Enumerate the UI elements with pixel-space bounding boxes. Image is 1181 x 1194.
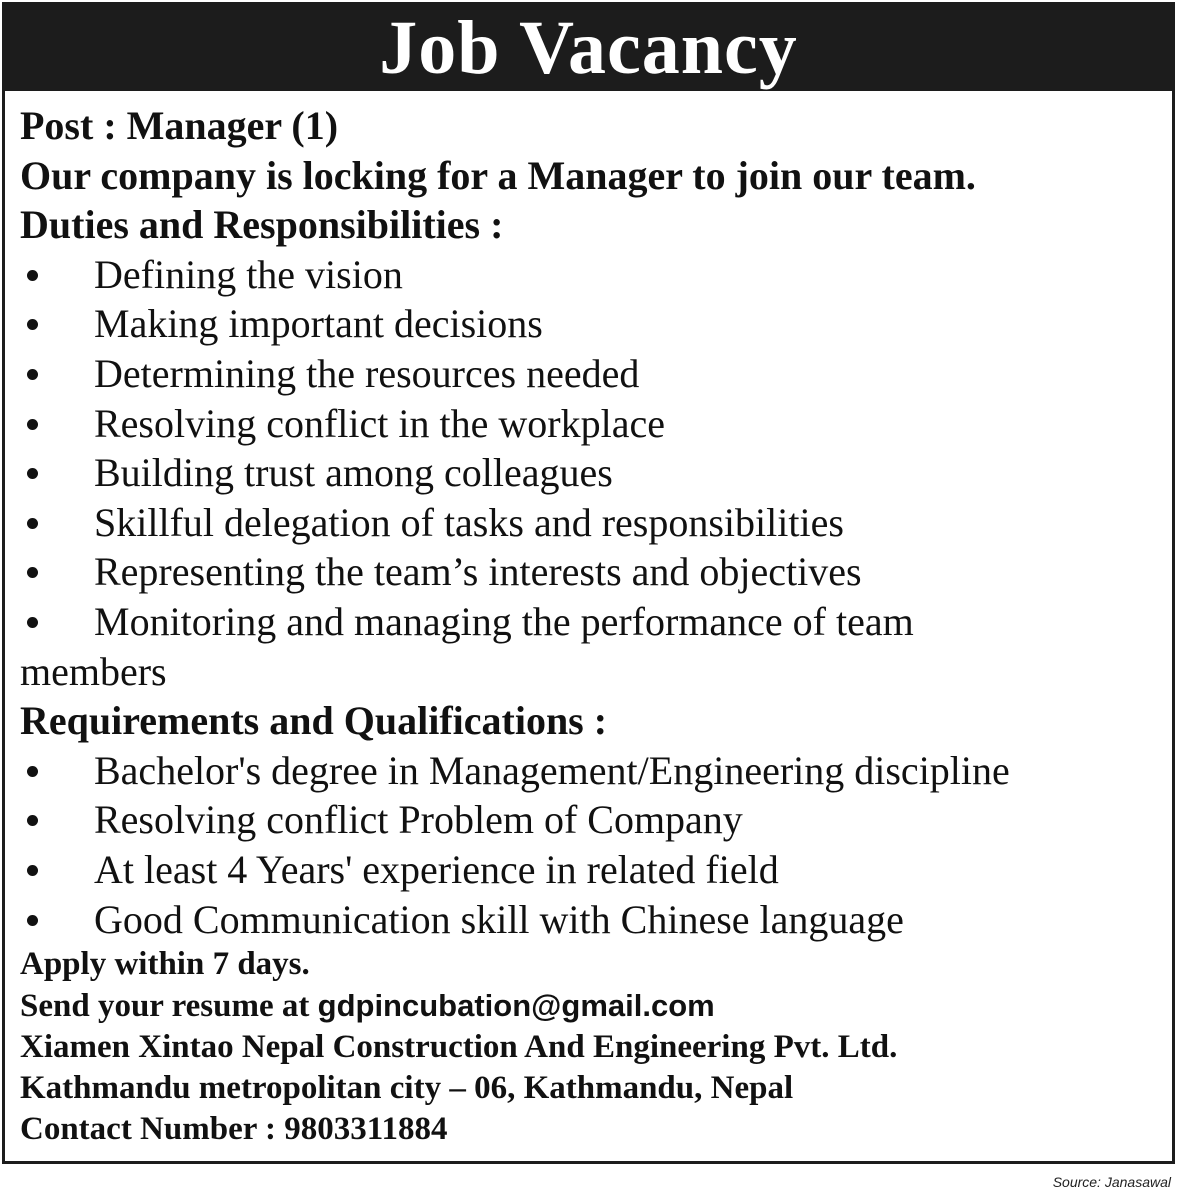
duty-text-continuation: members [20,648,167,694]
contact-block [20,944,1172,1150]
duty-item [20,349,1172,399]
bullet-icon [27,766,38,777]
ad-title: Job Vacancy [379,6,798,90]
apply-deadline: Apply within 7 days. [20,946,310,983]
requirement-text: Good Communication skill with Chinese language [94,896,904,942]
requirement-item [20,845,1172,895]
requirement-item [20,895,1172,945]
duty-item [20,547,1172,597]
duty-item [20,399,1172,449]
duties-heading: Duties and Responsibilities : [20,202,504,248]
company-address: Kathmandu metropolitan city – 06, Kathmandu, Nepal [20,1070,794,1107]
title-banner [5,5,1172,91]
duty-text: Building trust among colleagues [94,450,613,496]
duty-text: Determining the resources needed [94,350,640,396]
requirement-item [20,746,1172,796]
bullet-icon [27,865,38,876]
bullet-icon [27,915,38,926]
bullet-icon [27,369,38,380]
requirements-heading: Requirements and Qualifications : [20,698,608,744]
email-link[interactable]: gdpincubation@gmail.com [317,988,715,1024]
duty-text: Representing the team’s interests and objectives [94,549,862,595]
bullet-icon [27,815,38,826]
duty-item [20,299,1172,349]
source-credit: Source: Janasawal [1052,1174,1171,1190]
job-vacancy-ad [2,2,1175,1164]
duty-text: Monitoring and managing the performance of team [94,598,914,644]
bullet-icon [27,419,38,430]
company-name: Xiamen Xintao Nepal Construction And Engineering Pvt. Ltd. [20,1029,898,1066]
duty-item [20,250,1172,300]
requirement-text: At least 4 Years' experience in related field [94,846,779,892]
resume-prefix: Send your resume at [20,988,318,1025]
resume-line [20,985,1172,1027]
contact-number: Contact Number : 9803311884 [20,1111,448,1148]
duty-item [20,498,1172,548]
requirement-text: Resolving conflict Problem of Company [94,797,743,843]
bullet-icon [27,468,38,479]
duty-text: Defining the vision [94,251,403,297]
intro-line: Our company is locking for a Manager to join our team. [20,152,976,198]
duty-text: Resolving conflict in the workplace [94,400,665,446]
duty-item [20,448,1172,498]
post-line: Post : Manager (1) [20,103,339,148]
duty-text: Making important decisions [94,301,543,347]
bullet-icon [27,567,38,578]
duty-text: Skillful delegation of tasks and responsibilities [94,499,844,545]
bullet-icon [27,617,38,628]
bullet-icon [27,319,38,330]
requirement-text: Bachelor's degree in Management/Engineering discipline [94,747,1010,793]
bullet-icon [27,518,38,529]
requirement-item [20,795,1172,845]
duty-item [20,597,1172,696]
ad-content [5,91,1172,1150]
bullet-icon [27,270,38,281]
